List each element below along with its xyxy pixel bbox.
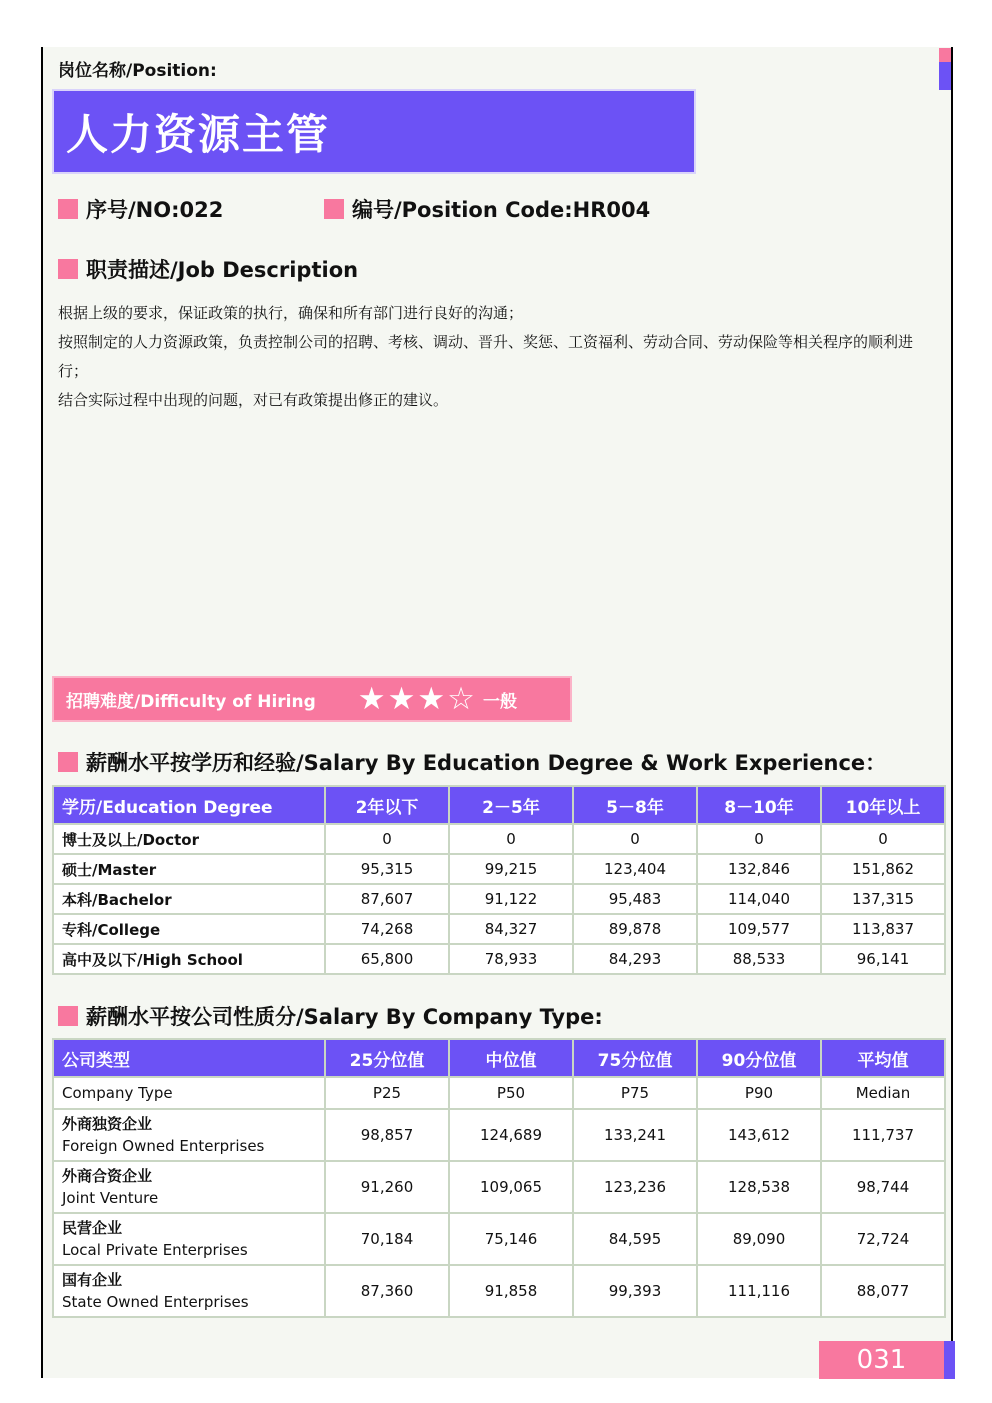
table-cell: 114,040 (697, 884, 821, 914)
table-header-cell: 公司类型 (53, 1039, 325, 1077)
job-description-line: 结合实际过程中出现的问题，对已有政策提出修正的建议。 (58, 391, 449, 409)
table-cell: 133,241 (573, 1109, 697, 1161)
purple-accent-strip (944, 1341, 955, 1379)
salary-by-company-table (52, 1038, 946, 1318)
position-field-label: 岗位名称/Position: (58, 61, 217, 81)
table-header-cell: 学历/Education Degree (53, 786, 325, 824)
table-cell: P50 (449, 1077, 573, 1109)
table-header-cell: 中位值 (449, 1039, 573, 1077)
table-cell: 高中及以下/High School (53, 944, 325, 974)
difficulty-of-hiring-banner (52, 676, 572, 722)
table-cell: 78,933 (449, 944, 573, 974)
company-name-cn: 外商独资企业 (62, 1115, 153, 1133)
page-number: 031 (819, 1341, 944, 1379)
table-cell: Median (821, 1077, 945, 1109)
table-row (53, 1213, 945, 1265)
table-cell: 151,862 (821, 854, 945, 884)
table-header-cell: 平均值 (821, 1039, 945, 1077)
table-row (53, 1161, 945, 1213)
difficulty-level: 一般 (482, 691, 517, 712)
table-cell: 143,612 (697, 1109, 821, 1161)
table-row (53, 1109, 945, 1161)
table-cell: 132,846 (697, 854, 821, 884)
table-subheader-row (53, 1077, 945, 1109)
table-header-row (53, 786, 945, 824)
table-row (53, 884, 945, 914)
table-row (53, 1265, 945, 1317)
corner-decoration (939, 48, 951, 90)
content-frame (41, 47, 953, 1378)
table-cell: 84,595 (573, 1213, 697, 1265)
purple-accent-block (939, 62, 951, 90)
company-name-cell (53, 1161, 325, 1213)
page-number-block (819, 1341, 955, 1379)
pink-accent-block (939, 48, 951, 62)
table-header-cell: 75分位值 (573, 1039, 697, 1077)
table-cell: 98,857 (325, 1109, 449, 1161)
table-header-cell: 8－10年 (697, 786, 821, 824)
serial-number (58, 194, 324, 224)
job-description-line: 根据上级的要求，保证政策的执行，确保和所有部门进行良好的沟通； (58, 304, 524, 322)
table-cell: 96,141 (821, 944, 945, 974)
table-header-cell: 2年以下 (325, 786, 449, 824)
company-name-cn: 国有企业 (62, 1271, 123, 1289)
table-cell: 75,146 (449, 1213, 573, 1265)
education-section-title (58, 747, 886, 777)
star-rating-icon: ★★★☆ (357, 680, 477, 717)
table-cell: 88,533 (697, 944, 821, 974)
position-title-banner (52, 89, 696, 174)
table-cell: 65,800 (325, 944, 449, 974)
table-cell: 137,315 (821, 884, 945, 914)
job-description-title (58, 254, 358, 284)
company-name-cn: 民营企业 (62, 1219, 123, 1237)
pink-square-icon (58, 752, 78, 772)
table-cell: 89,090 (697, 1213, 821, 1265)
table-cell: 98,744 (821, 1161, 945, 1213)
table-cell: 0 (325, 824, 449, 854)
table-cell: 87,360 (325, 1265, 449, 1317)
table-row (53, 914, 945, 944)
table-cell: 88,077 (821, 1265, 945, 1317)
table-cell: 74,268 (325, 914, 449, 944)
position-code (324, 194, 650, 224)
table-cell: 0 (821, 824, 945, 854)
table-cell: 70,184 (325, 1213, 449, 1265)
table-cell: 91,260 (325, 1161, 449, 1213)
table-cell: 123,404 (573, 854, 697, 884)
table-cell: 0 (697, 824, 821, 854)
pink-square-icon (58, 199, 78, 219)
table-cell: 84,293 (573, 944, 697, 974)
meta-row (58, 194, 938, 224)
table-header-cell: 10年以上 (821, 786, 945, 824)
position-title: 人力资源主管 (66, 109, 331, 159)
table-cell: 本科/Bachelor (53, 884, 325, 914)
table-cell: P75 (573, 1077, 697, 1109)
table-cell: 128,538 (697, 1161, 821, 1213)
table-cell: 89,878 (573, 914, 697, 944)
table-cell: 111,737 (821, 1109, 945, 1161)
table-cell: P25 (325, 1077, 449, 1109)
table-row (53, 944, 945, 974)
table-cell: P90 (697, 1077, 821, 1109)
table-header-cell: 2－5年 (449, 786, 573, 824)
difficulty-label: 招聘难度/Difficulty of Hiring (66, 691, 316, 712)
table-header-cell: 90分位值 (697, 1039, 821, 1077)
pink-square-icon (58, 1006, 78, 1026)
table-cell: 72,724 (821, 1213, 945, 1265)
table-cell: 111,116 (697, 1265, 821, 1317)
salary-by-education-table (52, 785, 946, 975)
table-cell: 113,837 (821, 914, 945, 944)
job-description-line: 按照制定的人力资源政策，负责控制公司的招聘、考核、调动、晋升、奖惩、工资福利、劳动合同、劳动保险等相关程序的顺利进行； (58, 333, 914, 380)
table-cell: Company Type (53, 1077, 325, 1109)
table-cell: 91,122 (449, 884, 573, 914)
pink-square-icon (58, 259, 78, 279)
table-cell: 91,858 (449, 1265, 573, 1317)
table-cell: 124,689 (449, 1109, 573, 1161)
education-section-title-text: 薪酬水平按学历和经验/Salary By Education Degree & Work Experience： (86, 751, 887, 775)
table-header-cell: 25分位值 (325, 1039, 449, 1077)
table-cell: 硕士/Master (53, 854, 325, 884)
serial-number-label: 序号/NO:022 (86, 198, 224, 222)
table-row (53, 824, 945, 854)
job-description-text (58, 299, 940, 415)
table-cell: 109,065 (449, 1161, 573, 1213)
position-code-label: 编号/Position Code:HR004 (352, 198, 651, 222)
pink-square-icon (324, 199, 344, 219)
company-name-en: Local Private Enterprises (62, 1241, 248, 1259)
table-cell: 专科/College (53, 914, 325, 944)
table-cell: 99,215 (449, 854, 573, 884)
table-header-cell: 5－8年 (573, 786, 697, 824)
table-cell: 0 (573, 824, 697, 854)
company-name-cell (53, 1265, 325, 1317)
company-name-en: State Owned Enterprises (62, 1293, 249, 1311)
table-cell: 95,483 (573, 884, 697, 914)
table-cell: 84,327 (449, 914, 573, 944)
table-cell: 95,315 (325, 854, 449, 884)
table-row (53, 854, 945, 884)
company-section-title (58, 1001, 603, 1031)
company-name-cn: 外商合资企业 (62, 1167, 153, 1185)
company-name-en: Foreign Owned Enterprises (62, 1137, 265, 1155)
company-section-title-text: 薪酬水平按公司性质分/Salary By Company Type: (86, 1005, 603, 1029)
company-name-en: Joint Venture (62, 1189, 159, 1207)
company-name-cell (53, 1109, 325, 1161)
job-description-title-text: 职责描述/Job Description (86, 258, 359, 282)
table-cell: 博士及以上/Doctor (53, 824, 325, 854)
table-header-row (53, 1039, 945, 1077)
table-cell: 87,607 (325, 884, 449, 914)
table-cell: 0 (449, 824, 573, 854)
company-name-cell (53, 1213, 325, 1265)
table-cell: 99,393 (573, 1265, 697, 1317)
table-cell: 123,236 (573, 1161, 697, 1213)
table-cell: 109,577 (697, 914, 821, 944)
